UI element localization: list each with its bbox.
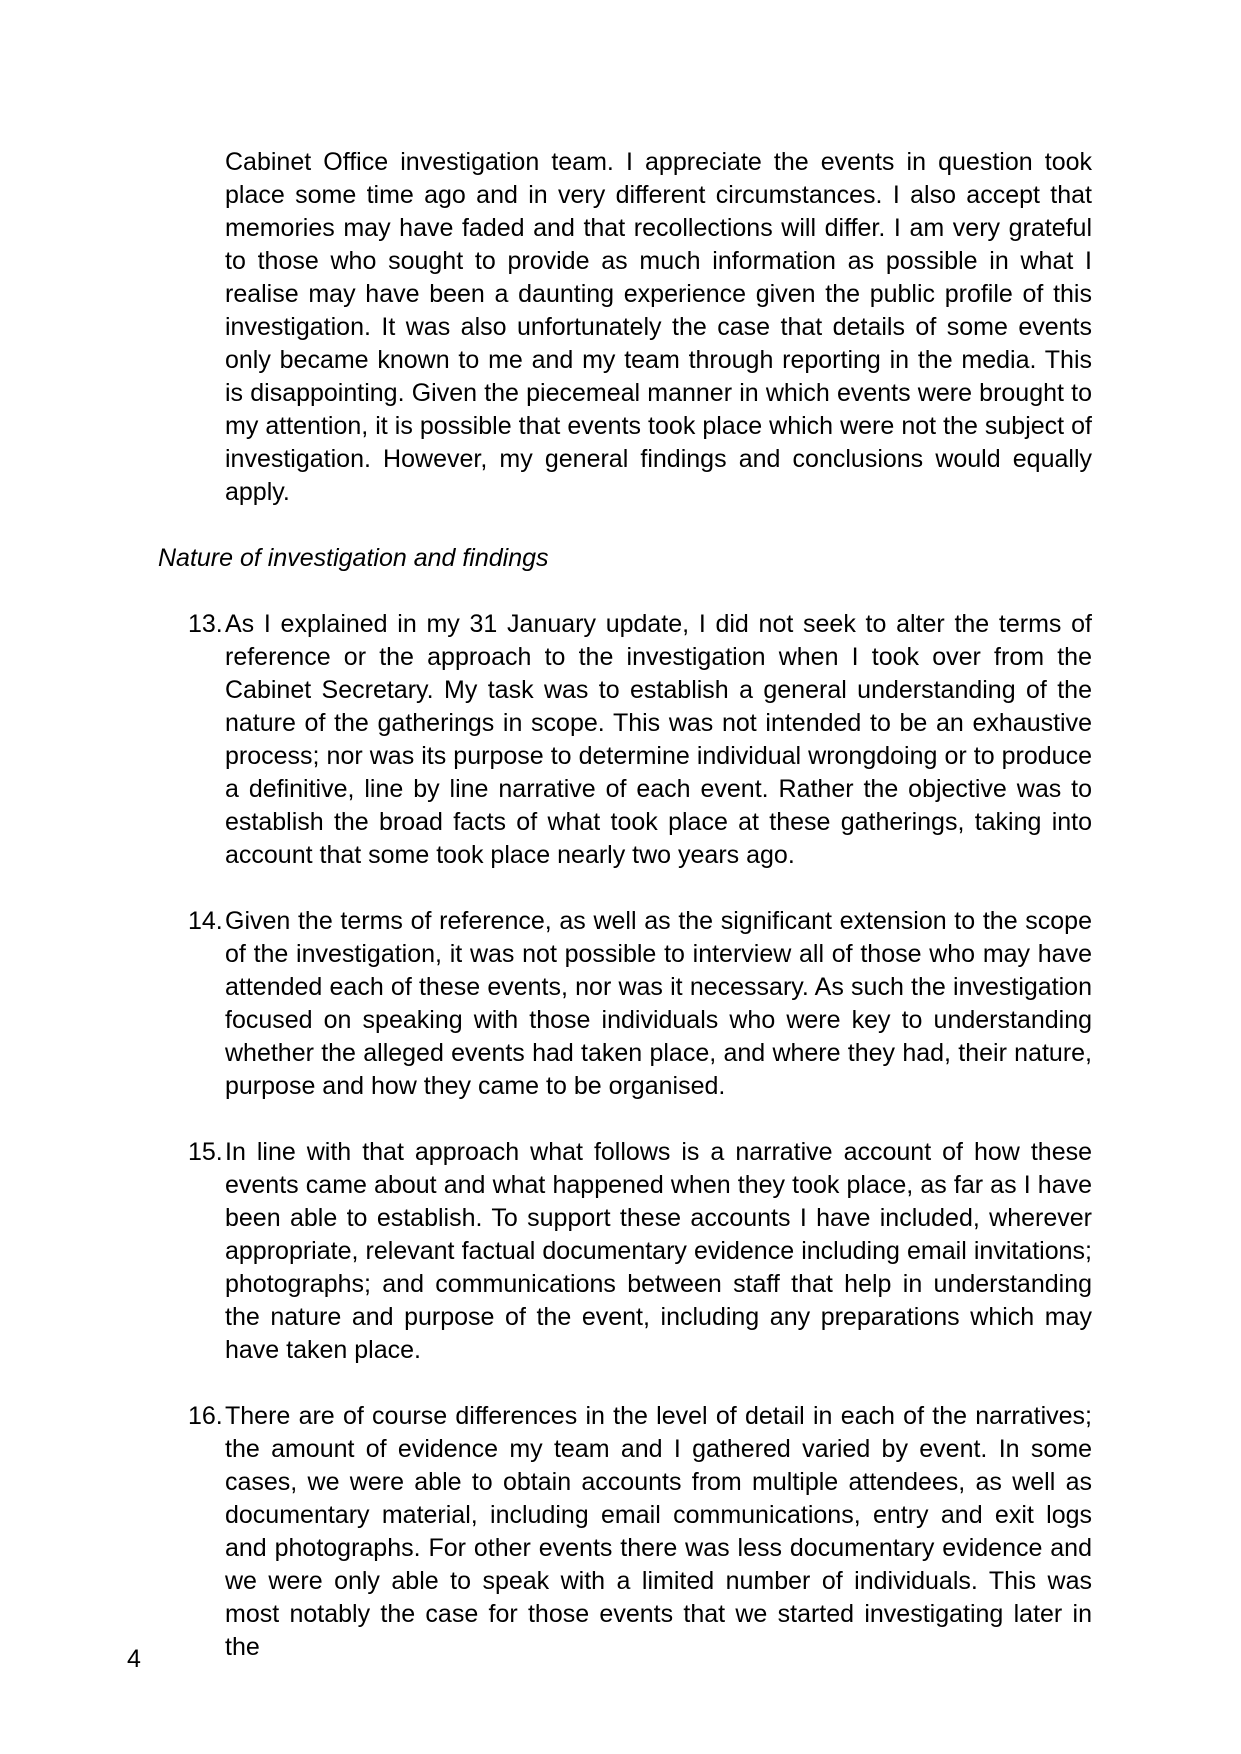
numbered-paragraph-13 [188,608,1092,872]
paragraph-number: 13. [188,610,223,638]
page-footer [127,1643,141,1676]
page-number: 4 [127,1645,141,1673]
numbered-paragraph-14 [188,905,1092,1103]
section-heading: Nature of investigation and findings [158,544,549,572]
paragraph-number: 15. [188,1138,223,1166]
numbered-paragraph-15 [188,1136,1092,1367]
paragraph-number: 16. [188,1402,223,1430]
paragraph-text: Given the terms of reference, as well as the significant extension to the scope of the investigation, it was not possible to interview all of those who may have attended each of these events, nor was it necessary. As such the investigation focused on speaking with those individuals who were key to understanding whether the alleged events had taken place, and where they had, their nature, purpose and how they came to be organised. [225,907,1092,1100]
paragraph-text: As I explained in my 31 January update, I did not seek to alter the terms of reference or the approach to the investigation when I took over from the Cabinet Secretary. My task was to establish a general understanding of the nature of the gatherings in scope. This was not intended to be an exhaustive process; nor was its purpose to determine individual wrongdoing or to produce a definitive, line by line narrative of each event. Rather the objective was to establish the broad facts of what took place at these gatherings, taking into account that some took place nearly two years ago. [225,610,1092,869]
continuation-paragraph: Cabinet Office investigation team. I appreciate the events in question took place some time ago and in very different circumstances. I also accept that memories may have faded and that recollections will differ. I am very grateful to those who sought to provide as much information as possible in what I realise may have been a daunting experience given the public profile of this investigation. It was also unfortunately the case that details of some events only became known to me and my team through reporting in the media. This is disappointing. Given the piecemeal manner in which events were brought to my attention, it is possible that events took place which were not the subject of investigation. However, my general findings and conclusions would equally apply. [225,148,1092,506]
paragraph-number: 14. [188,907,223,935]
paragraph-text: There are of course differences in the level of detail in each of the narratives; the amount of evidence my team and I gathered varied by event. In some cases, we were able to obtain accounts from multiple attendees, as well as documentary material, including email communications, entry and exit logs and photographs. For other events there was less documentary evidence and we were only able to speak with a limited number of individuals. This was most notably the case for those events that we started investigating later in the [225,1402,1092,1661]
numbered-paragraph-16 [188,1400,1092,1664]
paragraph-text: In line with that approach what follows is a narrative account of how these events came about and what happened when they took place, as far as I have been able to establish. To support these accounts I have included, wherever appropriate, relevant factual documentary evidence including email invitations; photographs; and communications between staff that help in understanding the nature and purpose of the event, including any preparations which may have taken place. [225,1138,1092,1364]
